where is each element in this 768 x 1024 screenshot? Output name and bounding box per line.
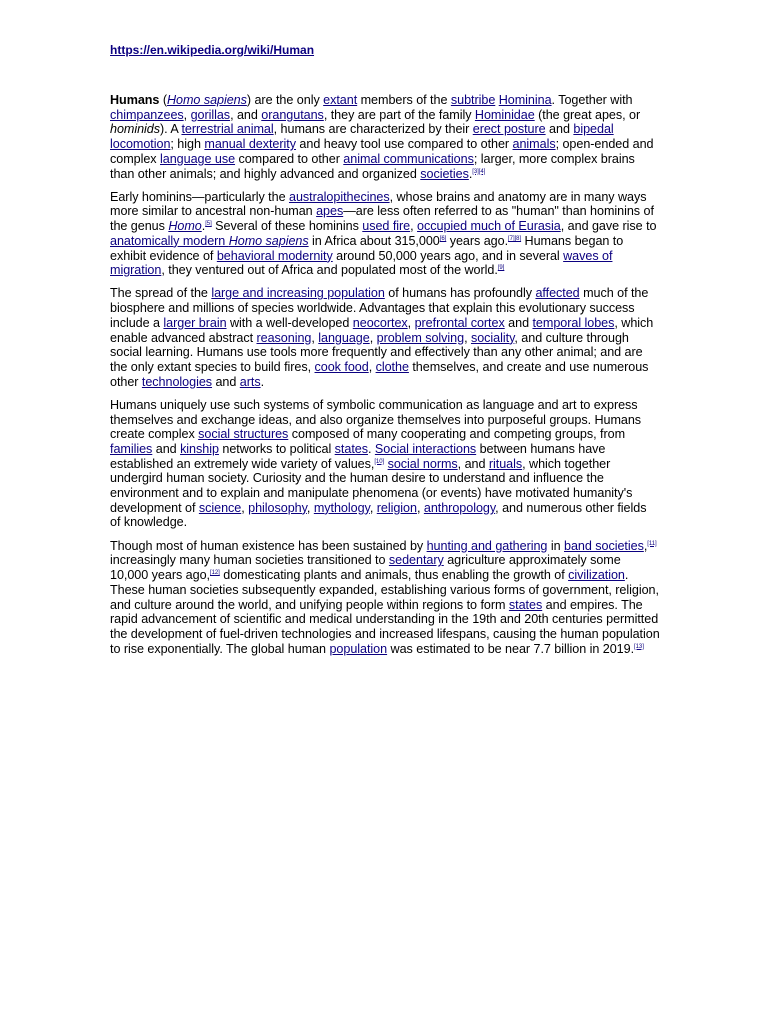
wiki-link-italic[interactable]: Homo sapiens: [228, 233, 309, 248]
wiki-link[interactable]: subtribe: [450, 93, 496, 107]
wiki-link[interactable]: australopithecines: [288, 189, 390, 204]
wiki-link[interactable]: occupied much of Eurasia: [417, 219, 561, 234]
wiki-link[interactable]: animal communications: [343, 151, 474, 166]
text-run: around 50,000 years ago, and in several: [332, 248, 564, 263]
citation-reference-link[interactable]: [12]: [209, 570, 220, 577]
wiki-link[interactable]: chimpanzees: [110, 107, 184, 122]
text-run: between humans have established an extremely wide variety of values,: [110, 441, 606, 471]
text-run: .: [201, 219, 206, 234]
text-run: with a well-developed: [226, 315, 353, 330]
wiki-link[interactable]: larger brain: [163, 315, 227, 330]
text-run: Though most of human existence has been sustained by: [110, 538, 427, 553]
text-run: (: [159, 93, 167, 107]
text-run: , they are part of the family: [323, 107, 475, 122]
wiki-link[interactable]: social structures: [198, 427, 289, 442]
text-run: composed of many cooperating and competing groups, from: [288, 427, 626, 442]
text-run: ) are the only: [246, 93, 324, 107]
wiki-link[interactable]: hunting and gathering: [426, 538, 548, 553]
wiki-link[interactable]: apes: [316, 204, 344, 219]
citation-reference-link[interactable]: [9]: [497, 265, 505, 272]
text-run: Humans uniquely use such systems of symbolic communication as language and art to express themselves and exchange ideas, and also organize themselves into purposeful groups. Humans create complex: [110, 397, 642, 442]
text-run: ,: [306, 500, 314, 515]
text-run: domesticating plants and animals, thus enabling the growth of: [219, 568, 569, 583]
wiki-link[interactable]: temporal lobes: [532, 315, 615, 330]
wiki-link[interactable]: extant: [323, 93, 358, 107]
wiki-link[interactable]: rituals: [488, 456, 523, 471]
citation-reference-link[interactable]: [13]: [634, 643, 644, 650]
wiki-link[interactable]: affected: [535, 286, 580, 301]
text-run: , they ventured out of Africa and populated most of the world.: [161, 263, 498, 278]
text-run: , whose brains and anatomy are in many ways more similar to ancestral non-human: [110, 189, 647, 219]
wiki-link[interactable]: states: [508, 597, 543, 612]
wiki-link-italic[interactable]: Homo: [168, 219, 202, 234]
text-run: ; high: [170, 137, 205, 152]
wiki-link[interactable]: science: [198, 500, 242, 515]
citation-reference-link[interactable]: [3][4]: [472, 168, 486, 175]
wiki-link[interactable]: problem solving: [376, 330, 465, 345]
wiki-link[interactable]: civilization: [568, 568, 625, 583]
text-run: (the great apes, or: [534, 107, 641, 122]
text-run: , humans are characterized by their: [273, 122, 473, 137]
article-subject-bold: Humans: [110, 93, 160, 107]
wiki-link[interactable]: states: [334, 441, 368, 456]
wiki-link[interactable]: waves of migration: [110, 248, 613, 278]
text-run: Several of these hominins: [211, 219, 363, 234]
wiki-link[interactable]: anthropology: [423, 500, 496, 515]
wiki-link[interactable]: sedentary: [388, 553, 444, 568]
wiki-link[interactable]: prefrontal cortex: [414, 315, 505, 330]
text-run: .: [468, 166, 473, 181]
text-run: , and numerous other fields of knowledge.: [110, 500, 647, 530]
wiki-link[interactable]: used fire: [362, 219, 411, 234]
text-run: years ago.: [446, 233, 509, 248]
article-body: [110, 93, 660, 665]
text-run: ,: [464, 330, 471, 345]
article-url-link[interactable]: https://en.wikipedia.org/wiki/Human: [110, 43, 315, 57]
text-run: in: [547, 538, 564, 553]
article-paragraph-early-hominins: [110, 190, 660, 278]
text-run: and: [212, 374, 240, 389]
citation-reference-link[interactable]: [5]: [205, 221, 212, 228]
wiki-link[interactable]: religion: [376, 500, 417, 515]
text-run: and: [152, 441, 181, 456]
text-run: , which enable advanced abstract: [110, 315, 654, 345]
text-run: Early hominins—particularly the: [110, 189, 289, 204]
wiki-link-italic[interactable]: Homo sapiens: [166, 93, 247, 107]
wiki-link[interactable]: orangutans: [261, 107, 324, 122]
text-run: of humans has profoundly: [384, 286, 536, 301]
text-run: , which together undergird human society. Curiosity and the human desire to understand and influence the environment and to explain and manipulate phenomena (or events) have motivated humanity's development of: [110, 456, 633, 515]
text-run: ,: [311, 330, 319, 345]
wiki-link[interactable]: terrestrial animal: [181, 122, 274, 137]
text-run: ). A: [160, 122, 182, 137]
wiki-link[interactable]: language: [318, 330, 370, 345]
text-run: ,: [410, 219, 418, 234]
text-run: members of the: [357, 93, 451, 107]
wiki-link[interactable]: philosophy: [248, 500, 307, 515]
wiki-link[interactable]: mythology: [313, 500, 370, 515]
text-run: , and gave rise to: [560, 219, 657, 234]
text-run: ,: [407, 315, 415, 330]
wiki-link[interactable]: population: [329, 641, 388, 656]
text-run: . These human societies subsequently expanded, establishing various forms of government, religion, and culture around the world, and unifying people within regions to form: [110, 568, 659, 612]
wiki-link[interactable]: social norms: [387, 456, 458, 471]
article-paragraph-history: [110, 539, 660, 657]
text-run: . Together with: [551, 93, 633, 107]
text-run: ,: [369, 330, 377, 345]
text-run: Humans began to exhibit evidence of: [110, 233, 624, 263]
text-run: and empires. The rapid advancement of scientific and medical understanding in the 19th and 20th centuries permitted the development of fuel-driven technologies and increased lifespans, causing the human population to rise exponentially. The global human: [110, 597, 660, 656]
article-paragraph-symbolic-communication: [110, 398, 660, 530]
text-run: , and culture through social learning. Humans use tools more frequently and effectively than any other animal; and are the only extant species to build fires,: [110, 330, 643, 374]
text-run: much of the biosphere and millions of species worldwide. Advantages that explain this evolutionary success include a: [110, 286, 649, 330]
text-run: , and: [230, 107, 262, 122]
wiki-link[interactable]: Hominina: [498, 93, 552, 107]
text-run: was estimated to be near 7.7 billion in 2019.: [387, 641, 635, 656]
text-run: , and: [457, 456, 489, 471]
wiki-link[interactable]: erect posture: [472, 122, 546, 137]
text-run: in Africa about 315,000: [308, 233, 440, 248]
text-run: .: [260, 374, 265, 389]
wiki-link[interactable]: manual dexterity: [204, 137, 296, 152]
wiki-link[interactable]: band societies: [564, 538, 644, 553]
text-run: and: [545, 122, 574, 137]
wiki-link[interactable]: Social interactions: [374, 441, 477, 456]
text-run: ; larger, more complex brains than other animals; and highly advanced and organized: [110, 151, 635, 181]
wiki-link[interactable]: kinship: [180, 441, 219, 456]
wiki-link[interactable]: neocortex: [352, 315, 408, 330]
wiki-link[interactable]: sociality: [470, 330, 515, 345]
text-run: ,: [368, 359, 376, 374]
wiki-link[interactable]: large and increasing population: [211, 286, 385, 301]
text-run: ; open-ended and complex: [110, 137, 654, 166]
wiki-link[interactable]: clothe: [375, 359, 409, 374]
wiki-link[interactable]: gorillas: [190, 107, 231, 122]
text-run: ,: [183, 107, 191, 122]
wiki-link[interactable]: animals: [512, 137, 556, 152]
text-run: ,: [241, 500, 249, 515]
wiki-link[interactable]: language use: [160, 151, 236, 166]
text-run: The spread of the: [110, 286, 212, 301]
text-run: and heavy tool use compared to other: [295, 137, 513, 152]
text-run: ,: [369, 500, 377, 515]
text-run: —are less often referred to as "human" than hominins of the genus: [110, 204, 654, 234]
text-run: and: [504, 315, 533, 330]
wiki-link[interactable]: arts: [239, 374, 261, 389]
text-run: ,: [643, 538, 648, 553]
text-run: increasingly many human societies transitioned to: [110, 553, 389, 568]
text-run: compared to other: [235, 151, 344, 166]
article-paragraph-population-spread: [110, 286, 660, 389]
wiki-link[interactable]: societies: [420, 166, 469, 181]
citation-reference-link[interactable]: [7][8]: [508, 235, 522, 242]
article-paragraph-intro: [110, 93, 660, 181]
wiki-link[interactable]: behavioral modernity: [216, 248, 333, 263]
wiki-link[interactable]: Hominidae: [474, 107, 535, 122]
italic-text-run: hominids: [110, 122, 160, 137]
text-run: themselves, and create and use numerous other: [110, 359, 649, 389]
citation-reference-link[interactable]: [6]: [439, 235, 447, 242]
wiki-link[interactable]: bipedal locomotion: [110, 122, 614, 152]
wiki-link[interactable]: reasoning: [256, 330, 312, 345]
text-run: networks to political: [218, 441, 335, 456]
wiki-link[interactable]: families: [110, 441, 153, 456]
text-run: agriculture approximately some 10,000 years ago,: [110, 553, 621, 583]
wiki-link[interactable]: technologies: [141, 374, 213, 389]
text-run: .: [367, 441, 375, 456]
wiki-link[interactable]: anatomically modern: [110, 233, 229, 248]
text-run: ,: [416, 500, 424, 515]
wiki-link[interactable]: cook food: [314, 359, 369, 374]
citation-reference-link[interactable]: [11]: [647, 540, 657, 547]
citation-reference-link[interactable]: [10]: [374, 458, 385, 465]
